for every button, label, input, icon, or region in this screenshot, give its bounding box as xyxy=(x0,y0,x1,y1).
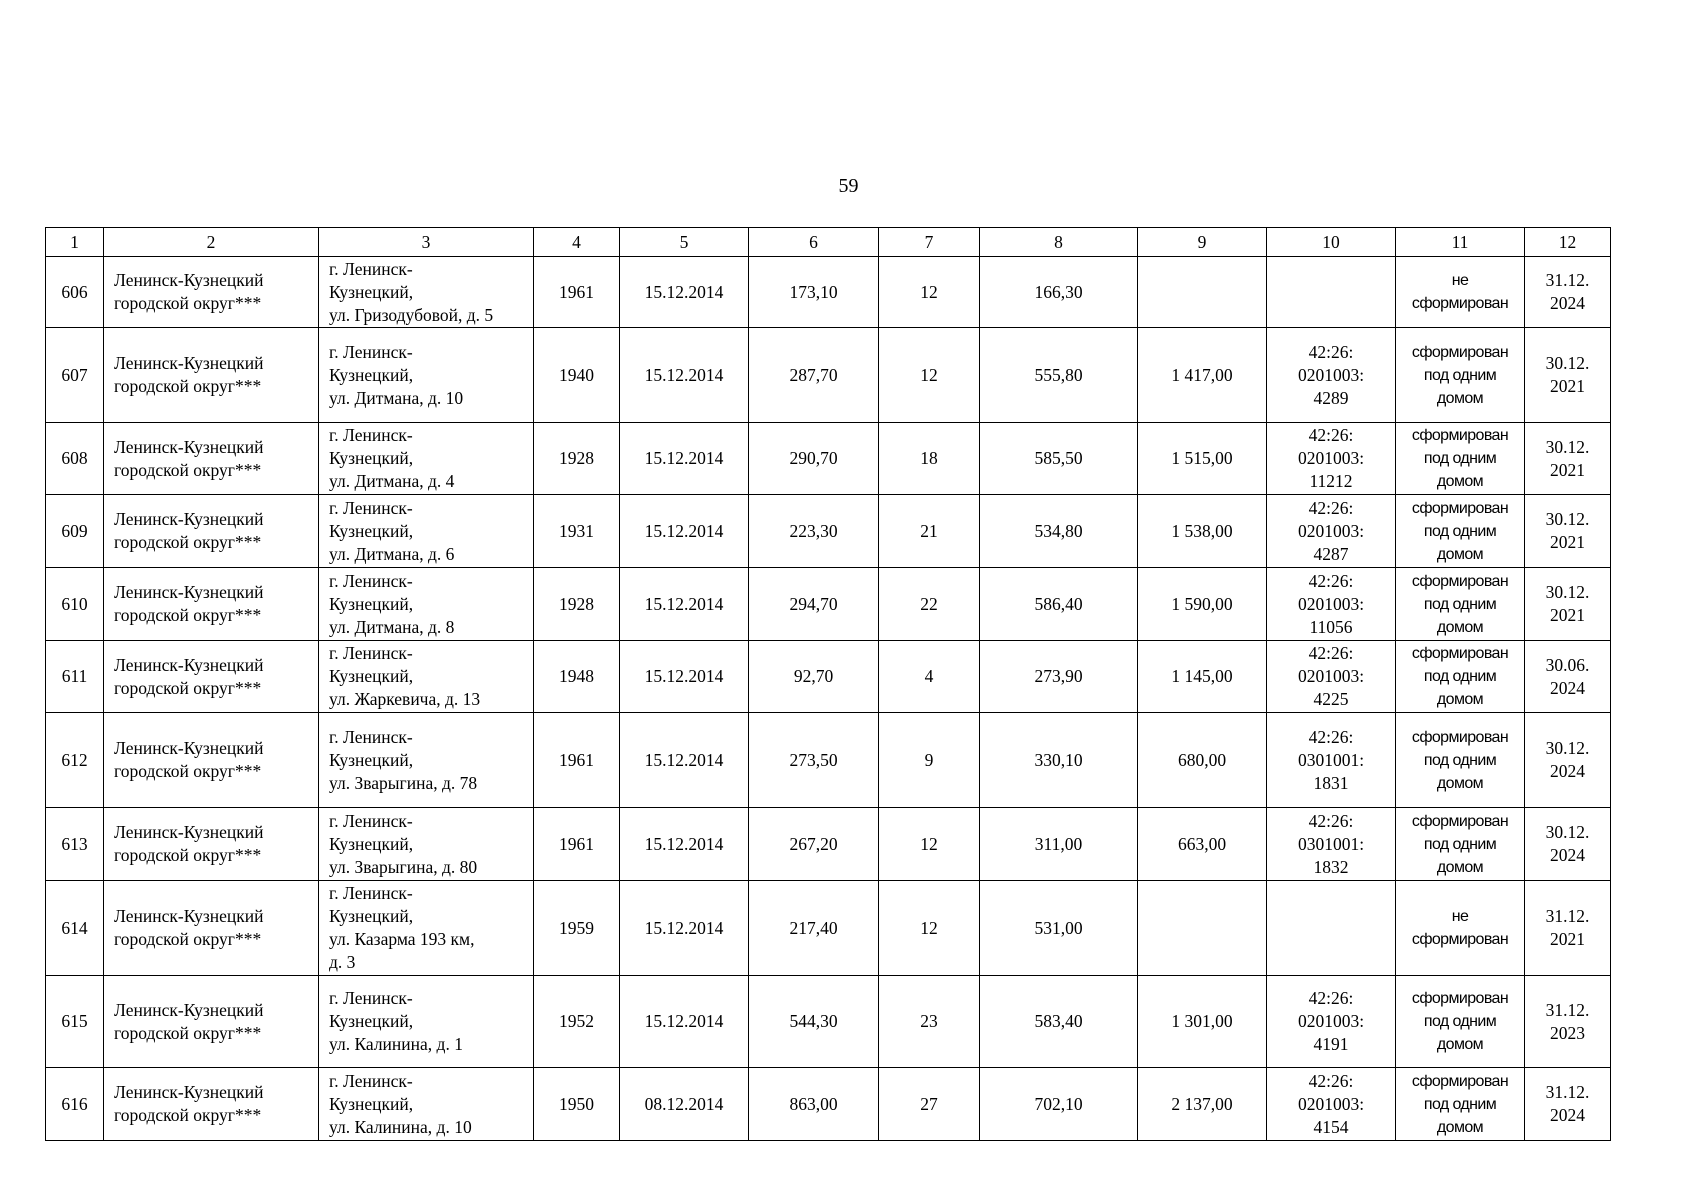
land-area-cell: 2 137,00 xyxy=(1138,1068,1267,1141)
table-row xyxy=(46,641,1611,713)
year-built-cell: 1959 xyxy=(534,881,620,976)
cadastral-number-cell: 42:26: 0301001: 1832 xyxy=(1267,808,1396,881)
land-area-cell: 663,00 xyxy=(1138,808,1267,881)
table-row xyxy=(46,495,1611,568)
cadastral-number-cell: 42:26: 0201003: 4154 xyxy=(1267,1068,1396,1141)
area-cell: 267,20 xyxy=(749,808,879,881)
address-cell: г. Ленинск- Кузнецкий, ул. Дитмана, д. 6 xyxy=(319,495,534,568)
land-status-cell: сформирован под одним домом xyxy=(1396,495,1525,568)
table-row xyxy=(46,328,1611,423)
municipality-cell: Ленинск-Кузнецкий городской округ*** xyxy=(104,976,319,1068)
residents-cell: 21 xyxy=(879,495,980,568)
residents-cell: 12 xyxy=(879,808,980,881)
residents-cell: 23 xyxy=(879,976,980,1068)
municipality-cell: Ленинск-Кузнецкий городской округ*** xyxy=(104,713,319,808)
land-area-cell: 680,00 xyxy=(1138,713,1267,808)
table-row xyxy=(46,976,1611,1068)
row-number-cell: 608 xyxy=(46,423,104,495)
municipality-cell: Ленинск-Кузнецкий городской округ*** xyxy=(104,495,319,568)
housing-registry-table xyxy=(45,227,1611,1141)
recognition-date-cell: 15.12.2014 xyxy=(620,641,749,713)
deadline-cell: 31.12. 2021 xyxy=(1525,881,1611,976)
municipality-cell: Ленинск-Кузнецкий городской округ*** xyxy=(104,881,319,976)
land-status-cell: сформирован под одним домом xyxy=(1396,423,1525,495)
table-row xyxy=(46,257,1611,328)
table-row xyxy=(46,1068,1611,1141)
deadline-cell: 30.12. 2024 xyxy=(1525,713,1611,808)
recognition-date-cell: 15.12.2014 xyxy=(620,495,749,568)
column-header: 11 xyxy=(1396,228,1525,257)
total-area-cell: 555,80 xyxy=(980,328,1138,423)
total-area-cell: 273,90 xyxy=(980,641,1138,713)
residents-cell: 9 xyxy=(879,713,980,808)
year-built-cell: 1948 xyxy=(534,641,620,713)
land-status-cell: сформирован под одним домом xyxy=(1396,1068,1525,1141)
year-built-cell: 1961 xyxy=(534,257,620,328)
area-cell: 287,70 xyxy=(749,328,879,423)
residents-cell: 4 xyxy=(879,641,980,713)
year-built-cell: 1952 xyxy=(534,976,620,1068)
column-header: 2 xyxy=(104,228,319,257)
total-area-cell: 583,40 xyxy=(980,976,1138,1068)
row-number-cell: 607 xyxy=(46,328,104,423)
residents-cell: 12 xyxy=(879,257,980,328)
address-cell: г. Ленинск- Кузнецкий, ул. Дитмана, д. 10 xyxy=(319,328,534,423)
land-area-cell xyxy=(1138,257,1267,328)
row-number-cell: 610 xyxy=(46,568,104,641)
table-row xyxy=(46,713,1611,808)
land-area-cell: 1 145,00 xyxy=(1138,641,1267,713)
column-header: 1 xyxy=(46,228,104,257)
cadastral-number-cell: 42:26: 0201003: 4287 xyxy=(1267,495,1396,568)
land-status-cell: сформирован под одним домом xyxy=(1396,976,1525,1068)
municipality-cell: Ленинск-Кузнецкий городской округ*** xyxy=(104,328,319,423)
residents-cell: 27 xyxy=(879,1068,980,1141)
year-built-cell: 1961 xyxy=(534,808,620,881)
recognition-date-cell: 15.12.2014 xyxy=(620,328,749,423)
land-status-cell: сформирован под одним домом xyxy=(1396,808,1525,881)
land-status-cell: сформирован под одним домом xyxy=(1396,713,1525,808)
deadline-cell: 31.12. 2024 xyxy=(1525,257,1611,328)
land-area-cell xyxy=(1138,881,1267,976)
column-header: 8 xyxy=(980,228,1138,257)
total-area-cell: 330,10 xyxy=(980,713,1138,808)
address-cell: г. Ленинск- Кузнецкий, ул. Калинина, д. 10 xyxy=(319,1068,534,1141)
land-area-cell: 1 590,00 xyxy=(1138,568,1267,641)
residents-cell: 12 xyxy=(879,328,980,423)
column-header: 5 xyxy=(620,228,749,257)
address-cell: г. Ленинск- Кузнецкий, ул. Зварыгина, д. 78 xyxy=(319,713,534,808)
land-status-cell: не сформирован xyxy=(1396,257,1525,328)
address-cell: г. Ленинск- Кузнецкий, ул. Зварыгина, д. 80 xyxy=(319,808,534,881)
land-area-cell: 1 538,00 xyxy=(1138,495,1267,568)
address-cell: г. Ленинск- Кузнецкий, ул. Жаркевича, д. 13 xyxy=(319,641,534,713)
cadastral-number-cell xyxy=(1267,257,1396,328)
recognition-date-cell: 15.12.2014 xyxy=(620,713,749,808)
municipality-cell: Ленинск-Кузнецкий городской округ*** xyxy=(104,808,319,881)
municipality-cell: Ленинск-Кузнецкий городской округ*** xyxy=(104,423,319,495)
recognition-date-cell: 15.12.2014 xyxy=(620,423,749,495)
area-cell: 223,30 xyxy=(749,495,879,568)
address-cell: г. Ленинск- Кузнецкий, ул. Дитмана, д. 8 xyxy=(319,568,534,641)
year-built-cell: 1928 xyxy=(534,568,620,641)
row-number-cell: 616 xyxy=(46,1068,104,1141)
deadline-cell: 30.06. 2024 xyxy=(1525,641,1611,713)
deadline-cell: 30.12. 2021 xyxy=(1525,423,1611,495)
area-cell: 217,40 xyxy=(749,881,879,976)
area-cell: 863,00 xyxy=(749,1068,879,1141)
year-built-cell: 1961 xyxy=(534,713,620,808)
address-cell: г. Ленинск- Кузнецкий, ул. Калинина, д. 1 xyxy=(319,976,534,1068)
cadastral-number-cell: 42:26: 0301001: 1831 xyxy=(1267,713,1396,808)
area-cell: 544,30 xyxy=(749,976,879,1068)
deadline-cell: 30.12. 2021 xyxy=(1525,495,1611,568)
cadastral-number-cell: 42:26: 0201003: 11056 xyxy=(1267,568,1396,641)
cadastral-number-cell xyxy=(1267,881,1396,976)
table-row xyxy=(46,423,1611,495)
recognition-date-cell: 08.12.2014 xyxy=(620,1068,749,1141)
year-built-cell: 1950 xyxy=(534,1068,620,1141)
recognition-date-cell: 15.12.2014 xyxy=(620,808,749,881)
table-row xyxy=(46,881,1611,976)
cadastral-number-cell: 42:26: 0201003: 4225 xyxy=(1267,641,1396,713)
area-cell: 173,10 xyxy=(749,257,879,328)
area-cell: 290,70 xyxy=(749,423,879,495)
total-area-cell: 702,10 xyxy=(980,1068,1138,1141)
land-status-cell: сформирован под одним домом xyxy=(1396,328,1525,423)
land-status-cell: сформирован под одним домом xyxy=(1396,568,1525,641)
deadline-cell: 31.12. 2023 xyxy=(1525,976,1611,1068)
total-area-cell: 166,30 xyxy=(980,257,1138,328)
column-header: 7 xyxy=(879,228,980,257)
area-cell: 294,70 xyxy=(749,568,879,641)
municipality-cell: Ленинск-Кузнецкий городской округ*** xyxy=(104,568,319,641)
row-number-cell: 612 xyxy=(46,713,104,808)
row-number-cell: 615 xyxy=(46,976,104,1068)
total-area-cell: 586,40 xyxy=(980,568,1138,641)
column-header: 12 xyxy=(1525,228,1611,257)
row-number-cell: 609 xyxy=(46,495,104,568)
area-cell: 92,70 xyxy=(749,641,879,713)
deadline-cell: 30.12. 2024 xyxy=(1525,808,1611,881)
column-header: 4 xyxy=(534,228,620,257)
recognition-date-cell: 15.12.2014 xyxy=(620,568,749,641)
table-header-row xyxy=(46,228,1611,257)
cadastral-number-cell: 42:26: 0201003: 4191 xyxy=(1267,976,1396,1068)
municipality-cell: Ленинск-Кузнецкий городской округ*** xyxy=(104,257,319,328)
recognition-date-cell: 15.12.2014 xyxy=(620,257,749,328)
land-status-cell: сформирован под одним домом xyxy=(1396,641,1525,713)
total-area-cell: 585,50 xyxy=(980,423,1138,495)
year-built-cell: 1940 xyxy=(534,328,620,423)
column-header: 10 xyxy=(1267,228,1396,257)
deadline-cell: 30.12. 2021 xyxy=(1525,328,1611,423)
residents-cell: 22 xyxy=(879,568,980,641)
land-area-cell: 1 515,00 xyxy=(1138,423,1267,495)
table-row xyxy=(46,808,1611,881)
column-header: 6 xyxy=(749,228,879,257)
total-area-cell: 311,00 xyxy=(980,808,1138,881)
address-cell: г. Ленинск- Кузнецкий, ул. Гризодубовой, д. 5 xyxy=(319,257,534,328)
deadline-cell: 31.12. 2024 xyxy=(1525,1068,1611,1141)
row-number-cell: 606 xyxy=(46,257,104,328)
page-number: 59 xyxy=(838,175,859,197)
recognition-date-cell: 15.12.2014 xyxy=(620,881,749,976)
residents-cell: 12 xyxy=(879,881,980,976)
column-header: 9 xyxy=(1138,228,1267,257)
address-cell: г. Ленинск- Кузнецкий, ул. Дитмана, д. 4 xyxy=(319,423,534,495)
municipality-cell: Ленинск-Кузнецкий городской округ*** xyxy=(104,641,319,713)
total-area-cell: 534,80 xyxy=(980,495,1138,568)
row-number-cell: 611 xyxy=(46,641,104,713)
land-area-cell: 1 417,00 xyxy=(1138,328,1267,423)
area-cell: 273,50 xyxy=(749,713,879,808)
land-status-cell: не сформирован xyxy=(1396,881,1525,976)
table-body xyxy=(46,257,1611,1141)
row-number-cell: 614 xyxy=(46,881,104,976)
cadastral-number-cell: 42:26: 0201003: 11212 xyxy=(1267,423,1396,495)
land-area-cell: 1 301,00 xyxy=(1138,976,1267,1068)
recognition-date-cell: 15.12.2014 xyxy=(620,976,749,1068)
year-built-cell: 1931 xyxy=(534,495,620,568)
cadastral-number-cell: 42:26: 0201003: 4289 xyxy=(1267,328,1396,423)
address-cell: г. Ленинск- Кузнецкий, ул. Казарма 193 км, д. 3 xyxy=(319,881,534,976)
deadline-cell: 30.12. 2021 xyxy=(1525,568,1611,641)
year-built-cell: 1928 xyxy=(534,423,620,495)
row-number-cell: 613 xyxy=(46,808,104,881)
residents-cell: 18 xyxy=(879,423,980,495)
column-header: 3 xyxy=(319,228,534,257)
total-area-cell: 531,00 xyxy=(980,881,1138,976)
table-row xyxy=(46,568,1611,641)
municipality-cell: Ленинск-Кузнецкий городской округ*** xyxy=(104,1068,319,1141)
